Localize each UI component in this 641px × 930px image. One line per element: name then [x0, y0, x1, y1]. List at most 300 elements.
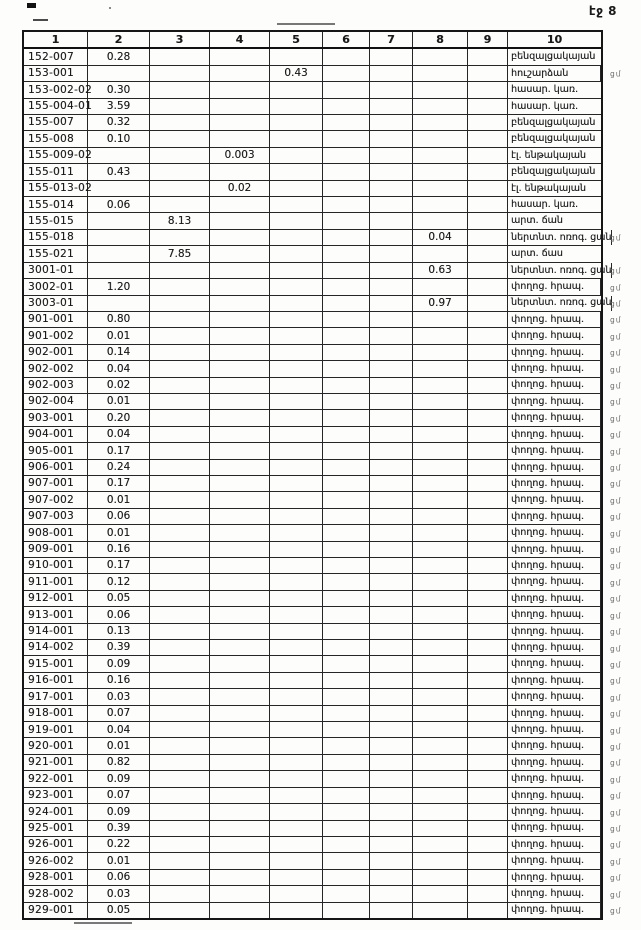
- cell-parcel-code: 928-002: [24, 886, 88, 901]
- cell-value-col4: [210, 542, 270, 557]
- scan-speck: [277, 23, 335, 25]
- scan-speck: [74, 922, 132, 924]
- cell-value-col4: [210, 673, 270, 688]
- cell-value-col7: [370, 837, 413, 852]
- margin-artifact: ցմ: [610, 791, 622, 801]
- cell-value-col7: [370, 115, 413, 130]
- cell-value-col7: [370, 607, 413, 622]
- cell-value-col6: [323, 312, 370, 327]
- cell-value-col7: [370, 870, 413, 885]
- cell-value-col5: [270, 689, 323, 704]
- cell-value-col4: [210, 213, 270, 228]
- table-row: [24, 837, 622, 853]
- cell-value-col8: [413, 82, 468, 97]
- cell-value-col9: [468, 328, 508, 343]
- cell-value-col6: [323, 525, 370, 540]
- cell-value-col3: [150, 410, 210, 425]
- cell-value-col3: [150, 263, 210, 278]
- cell-value-col7: [370, 197, 413, 212]
- cell-value-col8: [413, 640, 468, 655]
- table-row: [24, 66, 622, 82]
- cell-value-col9: [468, 181, 508, 196]
- margin-artifact: ցմ: [610, 857, 622, 867]
- cell-parcel-code: 155-014: [24, 197, 88, 212]
- cell-value-col3: [150, 853, 210, 868]
- cell-parcel-code: 153-002-02: [24, 82, 88, 97]
- cell-value-col3: [150, 886, 210, 901]
- cell-value-col5: [270, 410, 323, 425]
- margin-artifact: ցմ: [610, 348, 622, 358]
- cell-value-col6: [323, 722, 370, 737]
- cell-value-col4: [210, 246, 270, 261]
- cell-parcel-code: 929-001: [24, 903, 88, 918]
- cell-land-use: փողոց. հրապ.: [508, 378, 601, 393]
- cell-value-col3: [150, 99, 210, 114]
- table-row: [24, 821, 622, 837]
- table-row: [24, 492, 622, 508]
- cell-value-col3: [150, 66, 210, 81]
- cell-value-col6: [323, 591, 370, 606]
- cell-value-col2: 0.10: [88, 131, 150, 146]
- margin-artifact: ցմ: [610, 578, 622, 588]
- cell-value-col3: [150, 706, 210, 721]
- margin-artifact: ցմ: [610, 644, 622, 653]
- cell-value-col9: [468, 689, 508, 704]
- cell-value-col3: 8.13: [150, 213, 210, 228]
- cell-value-col5: [270, 246, 323, 261]
- cell-land-use: փողոց. հրապ.: [508, 853, 601, 868]
- cell-value-col7: [370, 279, 413, 294]
- margin-artifact: ցմ: [610, 873, 622, 883]
- cell-value-col6: [323, 656, 370, 671]
- cell-value-col9: [468, 115, 508, 130]
- cell-value-col2: 0.17: [88, 558, 150, 573]
- table-row: [24, 246, 601, 262]
- cell-value-col6: [323, 755, 370, 770]
- table-header-row: [24, 32, 601, 49]
- cell-land-use: փողոց. հրապ.: [508, 312, 601, 327]
- cell-value-col3: [150, 821, 210, 836]
- cell-value-col8: [413, 788, 468, 803]
- table-row: [24, 49, 601, 65]
- cell-value-col4: [210, 263, 270, 278]
- table-row: [24, 410, 622, 426]
- table-row: [24, 99, 601, 115]
- cell-value-col9: [468, 870, 508, 885]
- survey-table: [22, 30, 622, 920]
- cell-land-use: փողոց. հրապ.: [508, 443, 601, 458]
- margin-artifact: ցմ: [610, 266, 622, 276]
- margin-artifact: ցմ: [610, 463, 622, 473]
- cell-value-col2: 0.30: [88, 82, 150, 97]
- margin-artifact: ցմ: [610, 726, 622, 736]
- cell-value-col3: [150, 197, 210, 212]
- cell-land-use: բենզալցակայան: [511, 166, 596, 178]
- cell-value-col6: [323, 197, 370, 212]
- table-row: [24, 378, 622, 394]
- table-row: [24, 296, 622, 312]
- cell-land-use: փողոց. հրապ.: [508, 328, 601, 343]
- cell-value-col8: [413, 542, 468, 557]
- cell-value-col6: [323, 706, 370, 721]
- table-row: [24, 542, 622, 558]
- margin-artifact: ցմ: [610, 676, 622, 686]
- cell-value-col5: [270, 476, 323, 491]
- cell-value-col6: [323, 378, 370, 393]
- cell-value-col8: [413, 328, 468, 343]
- cell-value-col3: [150, 345, 210, 360]
- cell-value-col6: [323, 853, 370, 868]
- cell-value-col7: [370, 509, 413, 524]
- cell-value-col6: [323, 460, 370, 475]
- cell-value-col4: [210, 525, 270, 540]
- table-row: [24, 525, 622, 541]
- cell-value-col5: [270, 115, 323, 130]
- cell-value-col2: 0.06: [88, 509, 150, 524]
- cell-value-col3: [150, 509, 210, 524]
- cell-value-col7: [370, 738, 413, 753]
- cell-parcel-code: 155-013-02: [24, 181, 88, 196]
- cell-land-use: փողոց. հրապ.: [508, 837, 601, 852]
- cell-value-col9: [468, 788, 508, 803]
- cell-value-col5: [270, 771, 323, 786]
- cell-value-col5: [270, 131, 323, 146]
- cell-value-col5: [270, 164, 323, 179]
- cell-value-col6: [323, 476, 370, 491]
- cell-value-col5: [270, 460, 323, 475]
- cell-value-col6: [323, 903, 370, 918]
- cell-value-col4: [210, 164, 270, 179]
- header-cell-8: 8: [413, 32, 468, 47]
- cell-value-col5: [270, 591, 323, 606]
- cell-parcel-code: 155-021: [24, 246, 88, 261]
- cell-land-use: փողոց. հրապ.: [508, 460, 601, 475]
- cell-value-col5: [270, 394, 323, 409]
- cell-value-col2: 0.01: [88, 492, 150, 507]
- cell-value-col4: [210, 837, 270, 852]
- cell-value-col6: [323, 115, 370, 130]
- cell-value-col8: [413, 49, 468, 64]
- cell-value-col7: [370, 574, 413, 589]
- cell-value-col2: [88, 148, 150, 163]
- cell-value-col6: [323, 886, 370, 901]
- cell-value-col7: [370, 821, 413, 836]
- header-cell-5: 5: [270, 32, 323, 47]
- cell-value-col9: [468, 378, 508, 393]
- cell-value-col3: [150, 542, 210, 557]
- cell-value-col9: [468, 624, 508, 639]
- cell-land-use: փողոց. հրապ.: [508, 476, 601, 491]
- table-row: [24, 607, 622, 623]
- cell-value-col5: [270, 738, 323, 753]
- cell-value-col5: [270, 443, 323, 458]
- cell-value-col6: [323, 345, 370, 360]
- cell-value-col3: [150, 903, 210, 918]
- cell-parcel-code: 901-001: [24, 312, 88, 327]
- cell-value-col5: [270, 361, 323, 376]
- cell-parcel-code: 155-009-02: [24, 148, 88, 163]
- cell-value-col4: [210, 903, 270, 918]
- cell-value-col5: [270, 427, 323, 442]
- table-row: [24, 328, 622, 344]
- cell-value-col8: [413, 460, 468, 475]
- table-row: [24, 230, 622, 246]
- cell-land-use: փողոց. հրապ.: [508, 542, 601, 557]
- cell-value-col8: [413, 115, 468, 130]
- table-row: [24, 788, 622, 804]
- cell-value-col4: [210, 624, 270, 639]
- cell-land-use: հասար. կառ.: [511, 84, 579, 96]
- cell-value-col5: [270, 49, 323, 64]
- cell-value-col5: [270, 903, 323, 918]
- cell-land-use: փողոց. հրապ.: [508, 624, 601, 639]
- cell-value-col5: [270, 656, 323, 671]
- cell-value-col8: [413, 279, 468, 294]
- cell-value-col2: 0.80: [88, 312, 150, 327]
- page-number-label: էջ 8: [588, 4, 617, 18]
- cell-value-col8: [413, 656, 468, 671]
- cell-land-use: փողոց. հրապ.: [508, 640, 601, 655]
- cell-value-col3: [150, 378, 210, 393]
- cell-value-col9: [468, 525, 508, 540]
- cell-value-col8: [413, 771, 468, 786]
- header-cell-2: 2: [88, 32, 150, 47]
- cell-value-col7: [370, 804, 413, 819]
- cell-value-col3: [150, 230, 210, 245]
- cell-parcel-code: 913-001: [24, 607, 88, 622]
- cell-land-use: փողոց. հրապ.: [508, 656, 601, 671]
- cell-value-col6: [323, 49, 370, 64]
- cell-value-col9: [468, 886, 508, 901]
- cell-value-col4: [210, 312, 270, 327]
- cell-value-col8: [413, 755, 468, 770]
- cell-value-col2: 0.01: [88, 525, 150, 540]
- table-row: [24, 558, 622, 574]
- cell-value-col9: [468, 492, 508, 507]
- cell-value-col7: [370, 148, 413, 163]
- table-row: [24, 476, 622, 492]
- cell-value-col9: [468, 771, 508, 786]
- cell-value-col3: [150, 49, 210, 64]
- cell-parcel-code: 915-001: [24, 656, 88, 671]
- cell-value-col7: [370, 640, 413, 655]
- cell-value-col2: 0.22: [88, 837, 150, 852]
- cell-value-col9: [468, 460, 508, 475]
- margin-artifact: ցմ: [610, 660, 622, 670]
- cell-parcel-code: 152-007: [24, 49, 88, 64]
- cell-value-col2: 0.02: [88, 378, 150, 393]
- cell-value-col4: [210, 755, 270, 770]
- cell-parcel-code: 907-003: [24, 509, 88, 524]
- cell-parcel-code: 923-001: [24, 788, 88, 803]
- margin-artifact: ցմ: [610, 808, 622, 818]
- cell-land-use: արտ. ճաս: [511, 248, 563, 260]
- cell-value-col7: [370, 394, 413, 409]
- cell-value-col3: [150, 788, 210, 803]
- table-row: [24, 181, 601, 197]
- cell-value-col7: [370, 558, 413, 573]
- header-cell-7: 7: [370, 32, 413, 47]
- cell-value-col5: [270, 378, 323, 393]
- cell-value-col5: [270, 722, 323, 737]
- cell-land-use: փողոց. հրապ.: [508, 558, 601, 573]
- cell-value-col9: [468, 213, 508, 228]
- cell-value-col5: [270, 230, 323, 245]
- cell-value-col3: [150, 771, 210, 786]
- cell-parcel-code: 907-001: [24, 476, 88, 491]
- margin-artifact: ցմ: [610, 627, 622, 637]
- cell-land-use: փողոց. հրապ.: [508, 427, 601, 442]
- cell-value-col8: [413, 394, 468, 409]
- cell-value-col2: 0.01: [88, 394, 150, 409]
- cell-parcel-code: 909-001: [24, 542, 88, 557]
- cell-value-col4: [210, 49, 270, 64]
- cell-land-use: փողոց. հրապ.: [508, 689, 601, 704]
- cell-parcel-code: 912-001: [24, 591, 88, 606]
- cell-value-col3: [150, 640, 210, 655]
- cell-parcel-code: 906-001: [24, 460, 88, 475]
- cell-value-col5: 0.43: [270, 66, 323, 81]
- table-row: [24, 115, 601, 131]
- cell-value-col7: [370, 706, 413, 721]
- cell-value-col4: 0.003: [210, 148, 270, 163]
- cell-land-use: ներտնտ. ոռոգ. ցան: [508, 296, 612, 311]
- cell-value-col6: [323, 542, 370, 557]
- cell-value-col7: [370, 788, 413, 803]
- cell-value-col5: [270, 181, 323, 196]
- margin-artifact: ցմ: [610, 840, 622, 850]
- cell-parcel-code: 926-002: [24, 853, 88, 868]
- cell-value-col8: [413, 558, 468, 573]
- cell-value-col9: [468, 345, 508, 360]
- cell-value-col6: [323, 771, 370, 786]
- cell-parcel-code: 902-003: [24, 378, 88, 393]
- cell-value-col7: [370, 378, 413, 393]
- cell-parcel-code: 926-001: [24, 837, 88, 852]
- cell-value-col6: [323, 837, 370, 852]
- cell-value-col2: 0.24: [88, 460, 150, 475]
- cell-value-col3: [150, 131, 210, 146]
- cell-value-col9: [468, 410, 508, 425]
- cell-value-col7: [370, 99, 413, 114]
- margin-artifact: ցմ: [610, 709, 622, 719]
- cell-land-use: փողոց. հրապ.: [508, 394, 601, 409]
- cell-value-col6: [323, 788, 370, 803]
- cell-value-col9: [468, 164, 508, 179]
- cell-value-col2: 0.32: [88, 115, 150, 130]
- cell-value-col6: [323, 558, 370, 573]
- cell-parcel-code: 910-001: [24, 558, 88, 573]
- cell-value-col5: [270, 706, 323, 721]
- cell-value-col2: 0.03: [88, 886, 150, 901]
- cell-value-col4: [210, 771, 270, 786]
- cell-value-col7: [370, 525, 413, 540]
- margin-artifact: ցմ: [610, 397, 622, 407]
- margin-artifact: ցմ: [610, 529, 622, 539]
- cell-value-col5: [270, 328, 323, 343]
- cell-value-col2: 0.17: [88, 443, 150, 458]
- cell-value-col4: [210, 706, 270, 721]
- margin-artifact: ցմ: [610, 430, 622, 440]
- cell-value-col5: [270, 213, 323, 228]
- table-row: [24, 164, 601, 180]
- table-row: [24, 853, 622, 869]
- margin-artifact: ցմ: [610, 594, 622, 604]
- cell-value-col4: [210, 328, 270, 343]
- cell-value-col7: [370, 460, 413, 475]
- cell-land-use: փողոց. հրապ.: [508, 706, 601, 721]
- table-row: [24, 755, 622, 771]
- cell-value-col2: 0.28: [88, 49, 150, 64]
- cell-value-col5: [270, 558, 323, 573]
- table-row: [24, 312, 622, 328]
- table-row: [24, 345, 622, 361]
- cell-parcel-code: 901-002: [24, 328, 88, 343]
- cell-value-col6: [323, 410, 370, 425]
- cell-value-col7: [370, 263, 413, 278]
- cell-parcel-code: 905-001: [24, 443, 88, 458]
- cell-land-use: հասար. կառ.: [511, 199, 579, 211]
- cell-value-col4: [210, 345, 270, 360]
- cell-value-col5: [270, 870, 323, 885]
- cell-value-col5: [270, 804, 323, 819]
- cell-value-col8: [413, 591, 468, 606]
- cell-value-col4: [210, 378, 270, 393]
- cell-value-col3: [150, 181, 210, 196]
- cell-land-use: փողոց. հրապ.: [508, 492, 601, 507]
- cell-value-col8: [413, 181, 468, 196]
- cell-value-col2: 0.06: [88, 197, 150, 212]
- cell-value-col3: [150, 624, 210, 639]
- cell-value-col6: [323, 443, 370, 458]
- cell-parcel-code: 902-004: [24, 394, 88, 409]
- cell-value-col5: [270, 509, 323, 524]
- table-row: [24, 427, 622, 443]
- cell-value-col5: [270, 312, 323, 327]
- cell-value-col9: [468, 148, 508, 163]
- cell-land-use: փողոց. հրապ.: [508, 574, 601, 589]
- cell-value-col3: [150, 164, 210, 179]
- cell-value-col9: [468, 476, 508, 491]
- cell-value-col3: [150, 689, 210, 704]
- cell-value-col3: [150, 115, 210, 130]
- cell-value-col2: [88, 181, 150, 196]
- cell-value-col3: [150, 279, 210, 294]
- cell-value-col8: 0.97: [413, 296, 468, 311]
- cell-parcel-code: 155-011: [24, 164, 88, 179]
- cell-value-col7: [370, 213, 413, 228]
- cell-value-col2: 0.39: [88, 821, 150, 836]
- cell-value-col2: 0.01: [88, 738, 150, 753]
- cell-value-col6: [323, 607, 370, 622]
- margin-artifact: ցմ: [610, 233, 622, 243]
- cell-parcel-code: 155-008: [24, 131, 88, 146]
- cell-parcel-code: 922-001: [24, 771, 88, 786]
- cell-value-col9: [468, 49, 508, 64]
- cell-parcel-code: 153-001: [24, 66, 88, 81]
- cell-value-col7: [370, 656, 413, 671]
- cell-value-col2: 0.01: [88, 853, 150, 868]
- cell-value-col2: 0.04: [88, 427, 150, 442]
- cell-value-col8: [413, 66, 468, 81]
- header-cell-1: 1: [24, 32, 88, 47]
- cell-value-col8: [413, 345, 468, 360]
- table-row: [24, 148, 601, 164]
- cell-land-use: ներտնտ. ոռոգ. ցան: [508, 263, 612, 278]
- cell-value-col4: [210, 689, 270, 704]
- cell-value-col8: 0.04: [413, 230, 468, 245]
- cell-value-col3: [150, 82, 210, 97]
